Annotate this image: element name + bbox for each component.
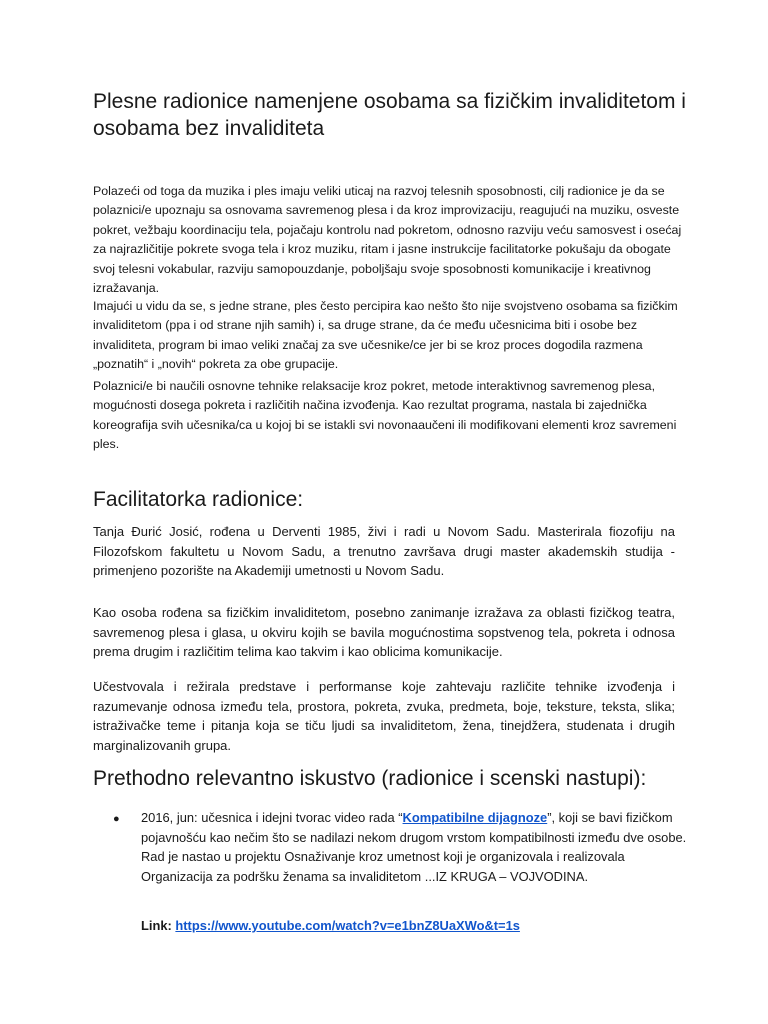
experience-item-text xyxy=(141,808,687,886)
experience-item-text-before: 2016, jun: učesnica i idejni tvorac video rada “ xyxy=(141,810,403,825)
link-label: Link: xyxy=(141,918,172,933)
intro-paragraph-1: Polazeći od toga da muzika i ples imaju veliki uticaj na razvoj telesnih sposobnosti, cilj radionice je da se polaznici/e upoznaju sa osnovama savremenog plesa i da kroz improvizaciju, reagujući na muziku, osveste pokret, vežbaju koordinaciju tela, pojačaju kontrolu nad pokretom, odnosno razviju veću samosvest i osećaj za najrazličitije pokrete svoga tela i kroz muziku, ritam i jasne instrukcije facilitatorke pokušaju da obogate svoj telesni vokabular, razviju samopouzdanje, poboljšaju svoje sposobnosti komunikacije i kreativnog izražavanja. xyxy=(93,184,682,296)
experience-item-text-after: ”, koji se bavi fizičkom pojavnošću kao nečim što se nadilazi nekom drugom vrstom kompatibilnosti između dve osobe. Rad je nastao u projektu Osnaživanje kroz umetnost koji je organizovala i realizovala Organizacija za podršku ženama sa invaliditetom ...IZ KRUGA – VOJVODINA. xyxy=(141,810,687,884)
intro-paragraph-2: Imajući u vidu da se, s jedne strane, ples često percipira kao nešto što nije svojstveno osobama sa fizičkim invaliditetom (ppa i od strane njih samih) i, sa druge strane, da će među učesnicima biti i osobe bez invaliditeta, program bi imao veliki značaj za sve učesnike/ce jer bi se kroz proces dogodila razmena „poznatih“ i „novih“ pokreta za obe grupacije. xyxy=(93,299,678,372)
facilitator-heading: Facilitatorka radionice: xyxy=(93,488,304,511)
experience-heading: Prethodno relevantno iskustvo (radionice i scenski nastupi): xyxy=(93,767,647,790)
bullet-icon: ● xyxy=(113,813,120,825)
youtube-link[interactable]: https://www.youtube.com/watch?v=e1bnZ8UaXWo&t=1s xyxy=(175,918,520,933)
facilitator-paragraph-3: Učestvovala i režirala predstave i performanse koje zahtevaju različite tehnike izvođenja i razumevanje odnosa između tela, prostora, pokreta, zvuka, predmeta, boje, teksture, teksta, slika; istraživačke teme i pitanja koja se tiču ljudi sa invaliditetom, žena, tinejdžera, studenata i drugih marginalizovanih grupa. xyxy=(93,679,675,753)
kompatibilne-dijagnoze-link[interactable]: Kompatibilne dijagnoze xyxy=(402,810,548,825)
intro-paragraph-3: Polaznici/e bi naučili osnovne tehnike relaksacije kroz pokret, metode interaktivnog savremenog plesa, mogućnosti dosega pokreta i različitih načina izvođenja. Kao rezultat programa, nastala bi zajednička koreografija svih učesnika/ca u kojoj bi se istakli svi novonaaučeni ili modifikovani elementi kroz savremeni ples. xyxy=(93,379,677,452)
document-title: Plesne radionice namenjene osobama sa fizičkim invaliditetom i osobama bez invaliditeta xyxy=(93,90,686,140)
facilitator-paragraph-1: Tanja Đurić Josić, rođena u Derventi 1985, živi i radi u Novom Sadu. Masterirala fiozofiju na Filozofskom fakultetu u Novom Sadu, a trenutno završava drugi master akademskih studija - primenjeno pozorište na Akademiji umetnosti u Novom Sadu. xyxy=(93,524,675,578)
facilitator-paragraph-2: Kao osoba rođena sa fizičkim invaliditetom, posebno zanimanje izražava za oblasti fizičkog teatra, savremenog plesa i glasa, u okviru kojih se bavila mogućnostima sopstvenog tela, pokreta i odnosa prema drugim i različitim telima kao takvim i kao oblicima komunikacije. xyxy=(93,605,675,659)
video-link-row xyxy=(141,916,701,936)
